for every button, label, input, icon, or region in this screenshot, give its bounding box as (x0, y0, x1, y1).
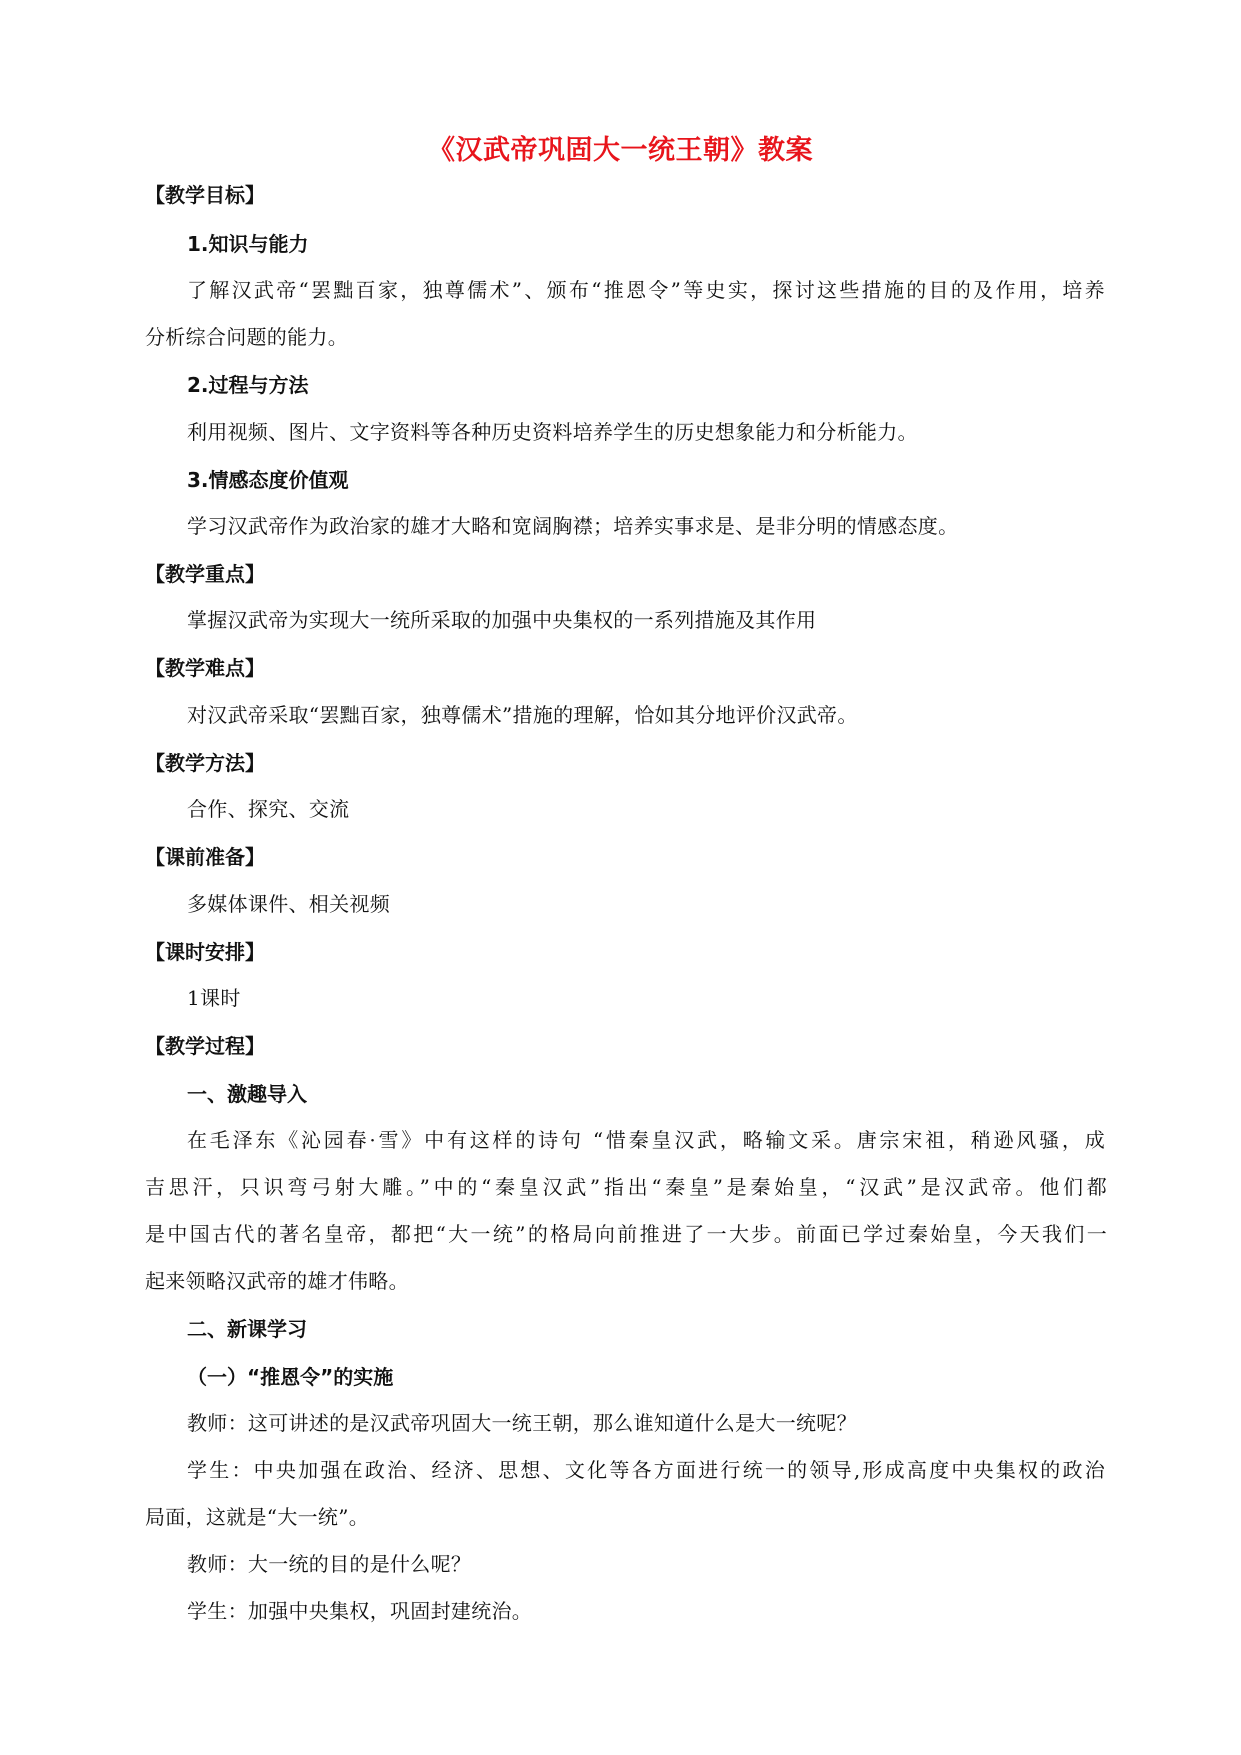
paragraph-line: 1课时 (187, 986, 241, 1010)
subheading-intro: 一、激趣导入 (187, 1082, 307, 1106)
subheading-knowledge: 1.知识与能力 (187, 232, 309, 256)
paragraph-line: 合作、探究、交流 (187, 797, 350, 821)
heading-schedule: 【课时安排】 (145, 940, 265, 964)
paragraph-line: 对汉武帝采取“罢黜百家，独尊儒术”措施的理解，恰如其分地评价汉武帝。 (187, 703, 858, 727)
paragraph-line: 局面，这就是“大一统”。 (145, 1505, 370, 1529)
subheading-part-one: （一）“推恩令”的实施 (187, 1365, 394, 1389)
subheading-values: 3.情感态度价值观 (187, 468, 349, 492)
heading-objectives: 【教学目标】 (145, 183, 265, 207)
paragraph-line: 在毛泽东《沁园春·雪》中有这样的诗句 “惜秦皇汉武，略输文采。唐宗宋祖，稍逊风骚，成 (187, 1128, 1105, 1152)
heading-preparation: 【课前准备】 (145, 845, 265, 869)
subheading-new-lesson: 二、新课学习 (187, 1317, 307, 1341)
paragraph-line: 分析综合问题的能力。 (145, 325, 348, 349)
paragraph-line: 学习汉武帝作为政治家的雄才大略和宽阔胸襟；培养实事求是、是非分明的情感态度。 (187, 514, 959, 538)
paragraph-line: 起来领略汉武帝的雄才伟略。 (145, 1269, 409, 1293)
paragraph-line: 利用视频、图片、文字资料等各种历史资料培养学生的历史想象能力和分析能力。 (187, 420, 918, 444)
document-title: 《汉武帝巩固大一统王朝》教案 (428, 135, 813, 166)
paragraph-line: 学生：加强中央集权，巩固封建统治。 (187, 1599, 533, 1623)
paragraph-line: 教师：这可讲述的是汉武帝巩固大一统王朝，那么谁知道什么是大一统呢？ (187, 1411, 857, 1435)
paragraph-line: 学生：中央加强在政治、经济、思想、文化等各方面进行统一的领导,形成高度中央集权的政治 (187, 1458, 1105, 1482)
paragraph-line: 教师：大一统的目的是什么呢？ (187, 1552, 472, 1576)
heading-process: 【教学过程】 (145, 1034, 265, 1058)
subheading-process-method: 2.过程与方法 (187, 373, 309, 397)
paragraph-line: 了解汉武帝“罢黜百家，独尊儒术”、颁布“推恩令”等史实，探讨这些措施的目的及作用，培养 (187, 278, 1105, 302)
paragraph-line: 是中国古代的著名皇帝，都把“大一统”的格局向前推进了一大步。前面已学过秦始皇，今天我们一 (145, 1222, 1107, 1246)
paragraph-line: 掌握汉武帝为实现大一统所采取的加强中央集权的一系列措施及其作用 (187, 608, 817, 632)
heading-methods: 【教学方法】 (145, 751, 265, 775)
paragraph-line: 吉思汗，只识弯弓射大雕。”中的“秦皇汉武”指出“秦皇”是秦始皇，“汉武”是汉武帝。他们都 (145, 1175, 1107, 1199)
heading-key-points: 【教学重点】 (145, 562, 265, 586)
paragraph-line: 多媒体课件、相关视频 (187, 892, 390, 916)
heading-difficulties: 【教学难点】 (145, 656, 265, 680)
